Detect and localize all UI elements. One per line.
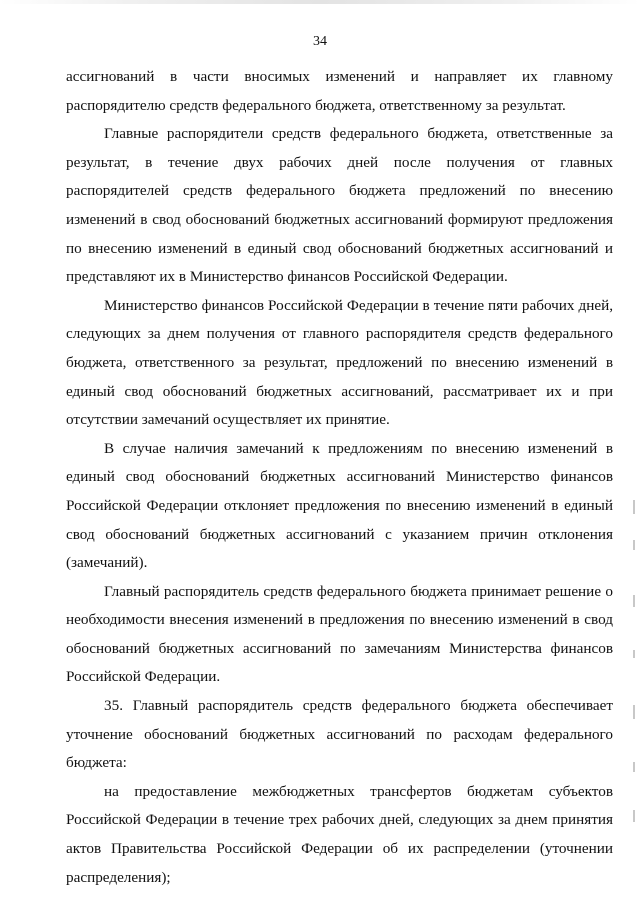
paragraph-6: 35. Главный распорядитель средств федерального бюджета обеспечивает уточнение обоснований бюджетных ассигнований по расходам федерального бюджета: [66, 697, 613, 772]
document-body [66, 63, 613, 892]
scan-top-edge [0, 0, 640, 4]
paragraph-2: Главные распорядители средств федерального бюджета, ответственные за результат, в течение двух рабочих дней после получения от главных распорядителей средств федерального бюджета предложений по внесению изменений в свод обоснований бюджетных ассигнований формируют предложения по внесению изменений в единый свод обоснований бюджетных ассигнований и представляют их в Министерство финансов Российской Федерации. [66, 125, 613, 286]
paragraph-1: ассигнований в части вносимых изменений и направляет их главному распорядителю средств федерального бюджета, ответственному за результат. [66, 68, 613, 114]
paragraph-7: на предоставление межбюджетных трансфертов бюджетам субъектов Российской Федерации в течение трех рабочих дней, следующих за днем принятия актов Правительства Российской Федерации об их распределении (уточнении распределения); [66, 782, 613, 886]
paragraph-5: Главный распорядитель средств федерального бюджета принимает решение о необходимости внесения изменений в предложения по внесению изменений в свод обоснований бюджетных ассигнований по замечаниям Министерства финансов Российской Федерации. [66, 582, 613, 686]
paragraph-4: В случае наличия замечаний к предложениям по внесению изменений в единый свод обоснований бюджетных ассигнований Министерство финансов Российской Федерации отклоняет предложения по внесению изменений в единый свод обоснований бюджетных ассигнований с указанием причин отклонения (замечаний). [66, 439, 613, 572]
paragraph-3: Министерство финансов Российской Федерации в течение пяти рабочих дней, следующих за днем получения от главного распорядителя средств федерального бюджета, ответственного за результат, предложений по внесению изменений в единый свод обоснований бюджетных ассигнований, рассматривает их и при отсутствии замечаний осуществляет их принятие. [66, 296, 613, 429]
scan-edge-marks [633, 500, 637, 830]
page-number: 34 [313, 34, 327, 49]
